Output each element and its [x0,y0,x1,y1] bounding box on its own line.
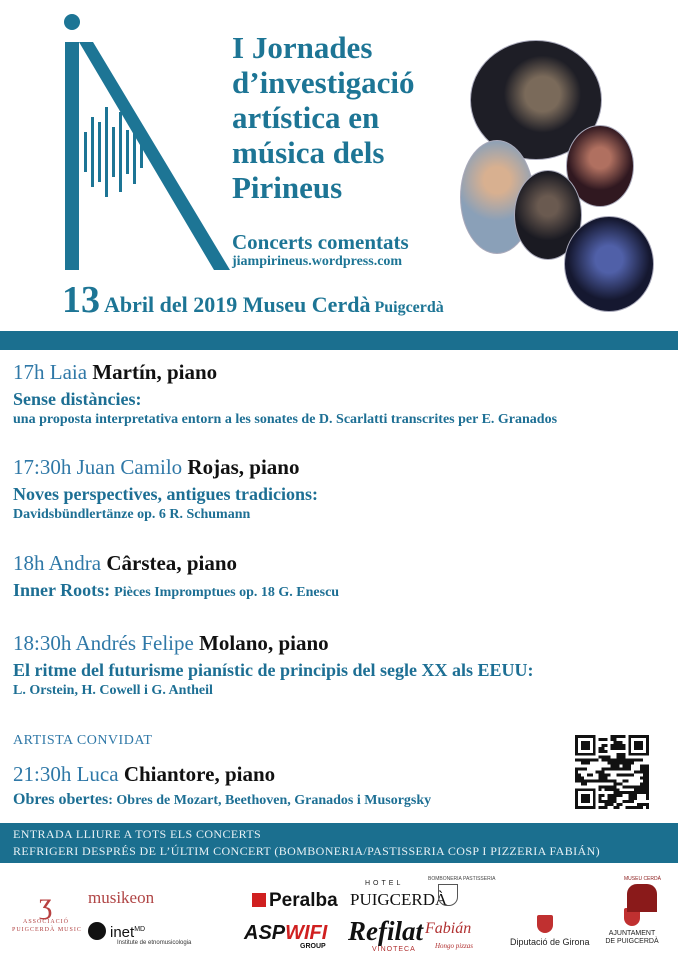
ajunt-line: DE PUIGCERDÀ [605,938,659,945]
ajunt-line: AJUNTAMENT [608,930,656,937]
instrument: , piano [176,551,238,575]
guest-artist-label: ARTISTA CONVIDAT [13,733,153,748]
instrument: , piano [267,631,329,655]
performer-first-name: Andra [48,551,102,575]
instrument: , piano [214,762,276,786]
concert-title: El ritme del futurisme pianístic de principis del segle XX als EEUU: [13,660,534,680]
performer-photo [564,216,654,312]
fabian-subtitle: Hongo pizzas [435,942,473,950]
concert-detail: L. Orstein, H. Cowell i G. Antheil [13,683,213,698]
sponsor-ajuntament-logo [588,908,676,946]
performer-last-name: Chiantore [123,762,215,786]
note-line: REFRIGERI DESPRÉS DE L’ÚLTIM CONCERT (BOMBONERIA/PASTISSERIA COSP I PIZZERIA FABIÁN) [13,844,601,858]
peralba-mark-icon [252,893,266,907]
concert-time: 17:30h [13,455,72,479]
date-venue: Abril del 2019 Museu Cerdà [104,292,371,317]
title-line: d’investigació [232,65,415,100]
concert-item [13,360,557,428]
concert-title: Obres obertes [13,791,109,808]
performer-first-name: Juan Camilo [76,455,183,479]
event-date-line [62,278,444,322]
concert-title: Sense distàncies: [13,389,142,409]
concert-time: 21:30h [13,762,72,786]
treble-clef-icon: ʒ [38,887,54,920]
note-line: ENTRADA LLIURE A TOTS ELS CONCERTS [13,827,262,841]
performer-first-name: Andrés Felipe [75,631,194,655]
event-subtitle: Concerts comentats [232,230,409,254]
performer-last-name: Martín [92,360,157,384]
vinoteca-label: VINOTECA [372,946,416,953]
concert-item [13,551,339,601]
inet-subtitle: Institute de etnomusicologia [117,940,192,946]
museu-name: MUSEU CERDÀ [624,876,661,882]
museum-building-icon [627,884,657,912]
bomb-crest-icon [438,884,458,906]
diputacio-name: Diputació de Girona [510,937,590,947]
sponsor-line: PUIGCERDÀ MUSIC [12,927,82,933]
sponsor-bomboneria-logo [428,876,496,906]
concert-title: Inner Roots: [13,580,111,600]
concert-item [13,455,318,523]
harp-soundwave-logo [52,12,232,272]
title-line: I Jornades [232,30,373,65]
event-title [232,30,472,205]
concert-detail: Davidsbündlertänze op. 6 R. Schumann [13,507,251,522]
info-notes [13,826,600,860]
sponsor-museu-logo [624,876,660,912]
sponsor-peralba-logo [252,890,338,912]
concert-title: Noves perspectives, antigues tradicions: [13,484,318,504]
asp-text: ASP [244,922,286,944]
title-line: música dels [232,135,385,170]
concert-heading [13,762,431,787]
wifi-text: WIFI [285,922,328,944]
divider-bar [0,331,678,350]
sponsor-inet-logo [88,922,145,941]
concert-time: 18:30h [13,631,72,655]
event-url[interactable]: jiampirineus.wordpress.com [232,254,403,269]
sponsor-hotel-logo: PUIGCERDÀ [350,890,448,909]
title-line: artística en [232,100,380,135]
concert-heading [13,551,339,576]
bomb-label: BOMBONERIA PASTISSERIA [428,876,496,882]
asp-group-label: GROUP [300,943,326,950]
performer-last-name: Cârstea [106,551,177,575]
performer-photo-collage [458,40,668,315]
sponsor-associacio-logo [12,887,82,934]
concert-item [13,631,534,699]
guest-concert-item [13,762,431,809]
instrument: , piano [238,455,300,479]
concert-detail: : Obres de Mozart, Beethoven, Granados i Musorgsky [108,793,432,808]
qr-code-icon[interactable] [575,735,649,809]
performer-first-name: Luca [76,762,119,786]
performer-last-name: Molano [199,631,268,655]
title-line: Pirineus [232,170,343,205]
sponsor-line: ASSOCIACIÓ [22,919,69,925]
peralba-name: Peralba [269,890,338,911]
diputacio-crest-icon [537,915,553,933]
concert-title-line [13,791,431,809]
concert-detail: una proposta interpretativa entorn a les sonates de D. Scarlatti transcrites per E. Granados [13,412,558,427]
sponsor-aspwifi-logo [244,922,327,945]
concert-title-line [13,580,339,601]
concert-heading [13,455,318,480]
instrument: , piano [156,360,218,384]
hotel-label: HOTEL [365,880,404,887]
performer-last-name: Rojas [187,455,239,479]
sponsor-refilat-logo: Refilat [348,916,423,946]
date-day: 13 [62,279,100,321]
sponsor-fabian-logo: Fabián [425,920,472,937]
sponsor-diputacio-logo [510,915,590,947]
inet-sup: MD [134,926,146,933]
inet-disc-icon [88,922,106,940]
concert-heading [13,631,534,656]
date-city: Puigcerdà [374,299,444,316]
concert-time: 17h [13,360,45,384]
inet-name: inet [110,924,135,941]
concert-heading [13,360,557,385]
concert-detail: Pièces Impromptues op. 18 G. Enescu [114,585,340,600]
sponsor-musikeon-logo: musikeon [88,888,155,907]
performer-first-name: Laia [49,360,88,384]
concert-time: 18h [13,551,45,575]
